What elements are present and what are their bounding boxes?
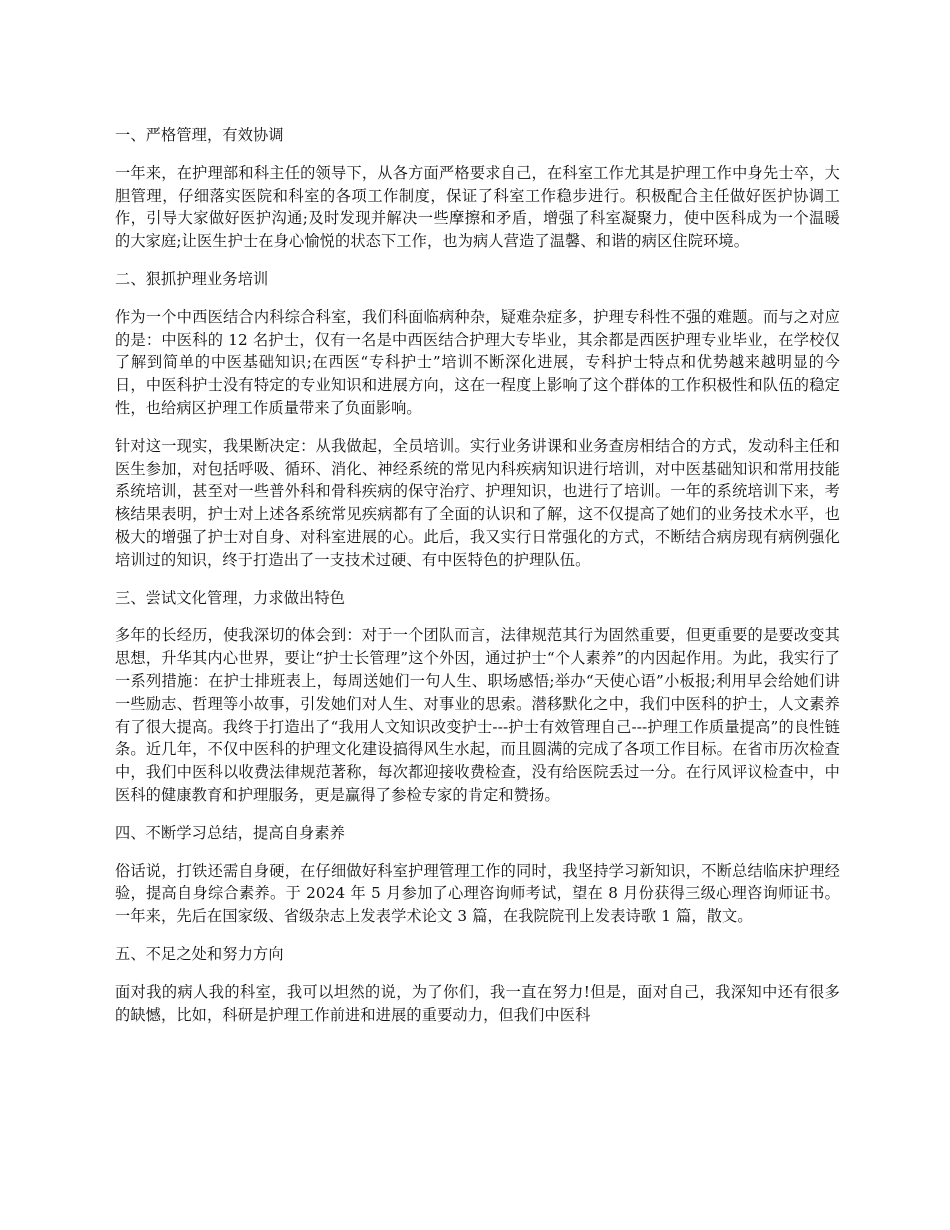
- section-4-paragraph-1: 俗话说，打铁还需自身硬，在仔细做好科室护理管理工作的同时，我坚持学习新知识，不断总结临床护理经验，提高自身综合素养。于 2024 年 5 月参加了心理咨询师考试，望在 8 月份获得三级心理咨询师证书。一年来，先后在国家级、省级杂志上发表学术论文 3 篇，在我院院刊上发表诗歌 1 篇，散文。: [115, 861, 840, 926]
- section-1-heading: 一、严格管理，有效协调: [115, 126, 284, 144]
- document-body: [115, 124, 840, 1041]
- section-5-paragraph-1: 面对我的病人我的科室，我可以坦然的说，为了你们，我一直在努力!但是，面对自己，我深知中还有很多的缺憾，比如，科研是护理工作前进和进展的重要动力，但我们中医科: [115, 982, 840, 1024]
- section-3-heading: 三、尝试文化管理，力求做出特色: [115, 588, 346, 607]
- section-2-paragraph-1: 作为一个中西医结合内科综合科室，我们科面临病种杂，疑难杂症多，护理专科性不强的难题。而与之对应的是：中医科的 12 名护士，仅有一名是中西医结合护理大专毕业，其余都是西医护理专业毕业，在学校仅了解到简单的中医基础知识;在西医“专科护士”培训不断深化进展，专科护士特点和优势越来越明显的今日，中医科护士没有特定的专业知识和进展方向，这在一程度上影响了这个群体的工作积极性和队伍的稳定性，也给病区护理工作质量带来了负面影响。: [115, 307, 840, 417]
- section-2-paragraph-2: 针对这一现实，我果断决定：从我做起，全员培训。实行业务讲课和业务查房相结合的方式，发动科主任和医生参加，对包括呼吸、循环、消化、神经系统的常见内科疾病知识进行培训，对中医基础知识和常用技能系统培训，甚至对一些普外科和骨科疾病的保守治疗、护理知识，也进行了培训。一年的系统培训下来，考核结果表明，护士对上述各系统常见疾病都有了全面的认识和了解，这不仅提高了她们的业务技术水平，也极大的增强了护士对自身、对科室进展的心。此后，我又实行日常强化的方式，不断结合病房现有病例强化培训过的知识，终于打造出了一支技术过硬、有中医特色的护理队伍。: [115, 436, 840, 569]
- section-1-paragraph-1: 一年来，在护理部和科主任的领导下，从各方面严格要求自己，在科室工作尤其是护理工作中身先士卒，大胆管理，仔细落实医院和科室的各项工作制度，保证了科室工作稳步进行。积极配合主任做好医护协调工作，引导大家做好医护沟通;及时发现并解决一些摩擦和矛盾，增强了科室凝聚力，使中医科成为一个温暖的大家庭;让医生护士在身心愉悦的状态下工作，也为病人营造了温馨、和谐的病区住院环境。: [115, 163, 840, 251]
- section-5-heading: 五、不足之处和努力方向: [115, 944, 284, 963]
- section-4-heading: 四、不断学习总结，提高自身素养: [115, 823, 346, 842]
- section-2-heading: 二、狠抓护理业务培训: [115, 269, 269, 288]
- section-3-paragraph-1: 多年的长经历，使我深切的体会到：对于一个团队而言，法律规范其行为固然重要，但更重要的是要改变其思想，升华其内心世界，要让“护士长管理”这个外因，通过护士“个人素养”的内因起作用。为此，我实行了一系列措施：在护士排班表上，每周送她们一句人生、职场感悟;举办“天使心语”小板报;利用早会给她们讲一些励志、哲理等小故事，引发她们对人生、对事业的思索。潜移默化之中，我们中医科的护士，人文素养有了很大提高。我终于打造出了“我用人文知识改变护士---护士有效管理自己---护理工作质量提高”的良性链条。近几年，不仅中医科的护理文化建设搞得风生水起，而且圆满的完成了各项工作目标。在省市历次检查中，我们中医科以收费法律规范著称，每次都迎接收费检查，没有给医院丢过一分。在行风评议检查中，中医科的健康教育和护理服务，更是赢得了参检专家的肯定和赞扬。: [115, 626, 840, 804]
